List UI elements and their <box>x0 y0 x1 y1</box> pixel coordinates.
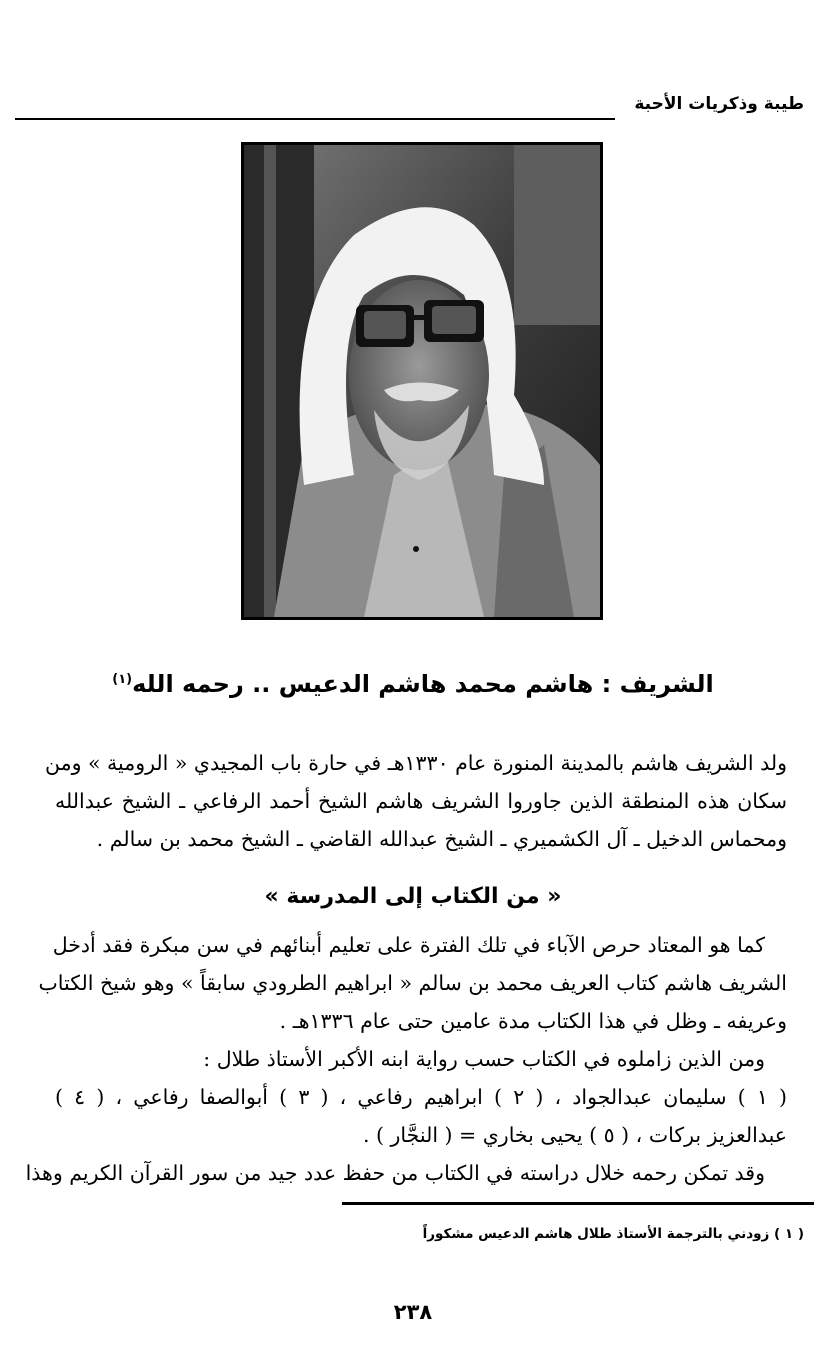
intro-line-1: ولد الشريف هاشم بالمدينة المنورة عام ١٣٣٠هـ في حارة باب المجيدي « الرومية » ومن <box>44 751 787 775</box>
section-line-6: عبدالعزيز بركات ، ( ٥ ) يحيى بخاري = ( النجَّار ) . <box>362 1123 787 1147</box>
page-number: ٢٣٨ <box>393 1300 433 1324</box>
footnote-rule <box>342 1202 814 1205</box>
portrait-photo <box>241 142 603 620</box>
section-heading: « من الكتاب إلى المدرسة » <box>264 884 562 909</box>
header-rule <box>15 118 615 120</box>
section-paragraph <box>25 926 787 1192</box>
section-line-4: ومن الذين زاملوه في الكتاب حسب رواية ابنه الأكبر الأستاذ طلال : <box>203 1047 765 1071</box>
footnote-mark: (١) <box>112 672 133 687</box>
section-line-1: كما هو المعتاد حرص الآباء في تلك الفترة على تعليم أبنائهم في سن مبكرة فقد أدخل <box>52 933 765 957</box>
section-line-3: وعريفه ـ وظل في هذا الكتاب مدة عامين حتى عام ١٣٣٦هـ . <box>279 1009 787 1033</box>
intro-line-2: سكان هذه المنطقة الذين جاوروا الشريف هاشم الشيخ أحمد الرفاعي ـ الشيخ عبدالله <box>55 789 787 813</box>
caption-text: الشريف : هاشم محمد هاشم الدعيس .. رحمه الله <box>132 670 714 698</box>
section-line-5: ( ١ ) سليمان عبدالجواد ، ( ٢ ) ابراهيم رفاعي ، ( ٣ ) أبوالصفا رفاعي ، ( ٤ ) <box>55 1085 787 1109</box>
footnote: ( ١ ) زودني بالترجمة الأستاذ طلال هاشم الدعيس مشكوراً <box>422 1226 804 1242</box>
intro-line-3: ومحماس الدخيل ـ آل الكشميري ـ الشيخ عبدالله القاضي ـ الشيخ محمد بن سالم . <box>96 827 787 851</box>
photo-caption <box>60 670 766 698</box>
section-line-7: وقد تمكن رحمه خلال دراسته في الكتاب من حفظ عدد جيد من سور القرآن الكريم وهذا <box>25 1161 765 1185</box>
portrait-illustration <box>244 145 600 617</box>
section-line-2: الشريف هاشم كتاب العريف محمد بن سالم « ابراهيم الطرودي سابقاً » وهو شيخ الكتاب <box>38 971 787 995</box>
running-title: طيبة وذكريات الأحبة <box>634 94 804 114</box>
intro-paragraph <box>44 744 787 858</box>
